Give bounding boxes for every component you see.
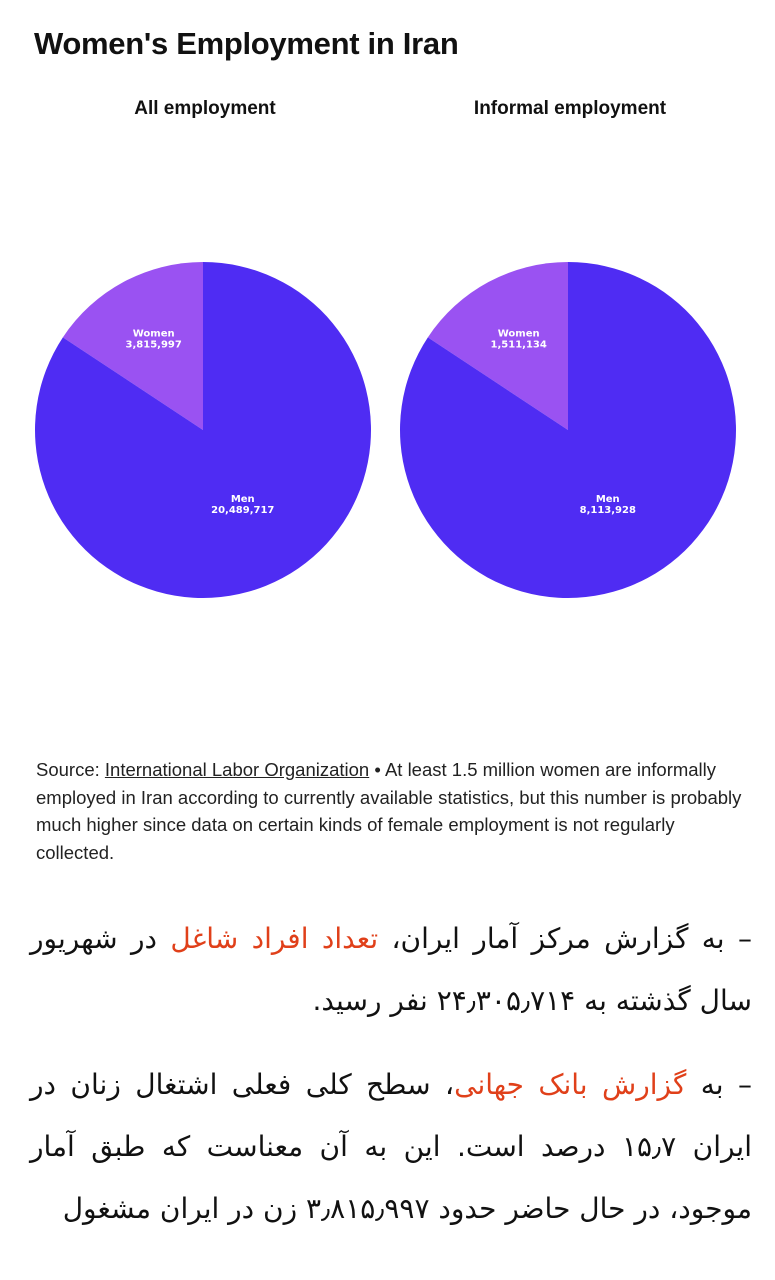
chart-informal-employment bbox=[390, 92, 750, 612]
pie-chart bbox=[25, 92, 385, 612]
chart-title: All employment bbox=[134, 98, 276, 119]
article-link[interactable]: گزارش بانک جهانی bbox=[454, 1068, 687, 1101]
paragraph-text: – به گزارش مرکز آمار ایران، bbox=[378, 922, 752, 955]
paragraph-text: ، سطح کلی فعلی اشتغال زنان در ایران ۱۵٫۷ درصد است. این به آن معناست که طبق آمار موجود، در حال حاضر حدود ۳٫۸۱۵٫۹۹۷ زن در ایران مشغول bbox=[30, 1068, 753, 1225]
article-body bbox=[30, 908, 752, 1262]
chart-caption bbox=[36, 756, 746, 866]
slice-label: Women bbox=[497, 328, 540, 340]
slice-label: Men bbox=[595, 493, 620, 505]
source-prefix: Source: bbox=[36, 759, 105, 780]
slice-value: 1,511,134 bbox=[490, 339, 547, 351]
slice-label: Men bbox=[230, 493, 255, 505]
article-paragraph bbox=[30, 908, 752, 1032]
chart-title: Informal employment bbox=[473, 98, 667, 119]
slice-value: 3,815,997 bbox=[125, 339, 182, 351]
article-paragraph bbox=[30, 1054, 752, 1240]
caption-text: • At least 1.5 million women are informally employed in Iran according to currently available statistics, but this number is probably much higher since data on certain kinds of female employment is not regularly collected. bbox=[36, 759, 742, 863]
slice-label: Women bbox=[132, 328, 175, 340]
article-link[interactable]: تعداد افراد شاغل bbox=[170, 922, 379, 955]
slice-value: 20,489,717 bbox=[211, 504, 275, 516]
page-title: Women's Employment in Iran bbox=[34, 26, 459, 61]
chart-all-employment bbox=[25, 92, 385, 612]
pie-chart bbox=[390, 92, 750, 612]
source-link[interactable]: International Labor Organization bbox=[104, 759, 370, 780]
paragraph-text: – به bbox=[686, 1068, 752, 1101]
paragraph-text: در شهریور سال گذشته به ۲۴٫۳۰۵٫۷۱۴ نفر رسید. bbox=[30, 922, 752, 1017]
slice-value: 8,113,928 bbox=[579, 504, 636, 516]
